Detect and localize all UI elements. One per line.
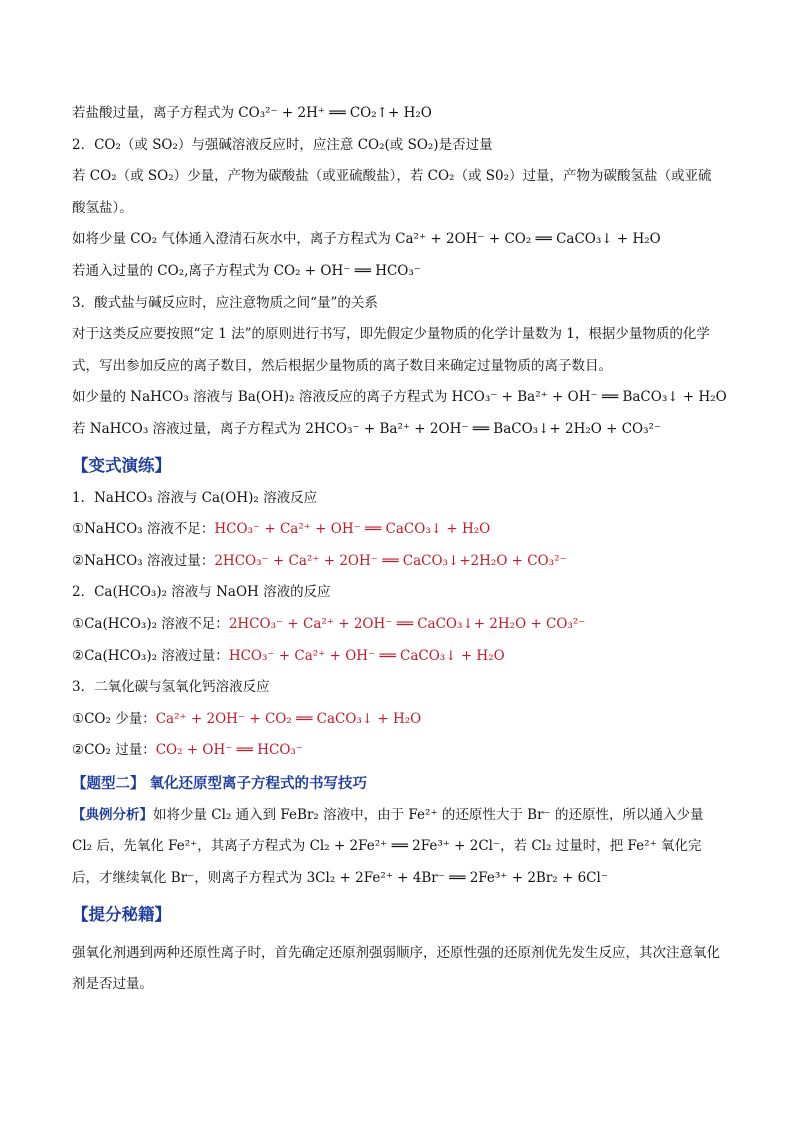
- text-line: 如少量的 NaHCO₃ 溶液与 Ba(OH)₂ 溶液反应的离子方程式为 HCO₃⁻ + Ba²⁺ + OH⁻ ══ BaCO₃↓ + H₂O: [72, 389, 727, 406]
- text-line: 3．酸式盐与碱反应时，应注意物质之间“量”的关系: [72, 294, 378, 311]
- exercise-item: [72, 514, 724, 546]
- text-line: 若 NaHCO₃ 溶液过量，离子方程式为 2HCO₃⁻ + Ba²⁺ + 2OH⁻ ══ BaCO₃↓+ 2H₂O + CO₃²⁻: [72, 420, 662, 437]
- text-line: 若盐酸过量，离子方程式为 CO₃²⁻ + 2H⁺ ══ CO₂↑+ H₂O: [72, 105, 432, 121]
- text-line: 2．CO₂（或 SO₂）与强碱溶液反应时，应注意 CO₂(或 SO₂)是否过量: [72, 136, 493, 153]
- exercise-label: ②Ca(HCO₃)₂ 溶液过量：: [72, 647, 229, 664]
- page-content: [72, 98, 727, 1001]
- exercise-question: 1．NaHCO₃ 溶液与 Ca(OH)₂ 溶液反应: [72, 489, 318, 506]
- exercise-label: ①NaHCO₃ 溶液不足：: [72, 521, 215, 538]
- type-tag: 【题型二】: [72, 774, 145, 792]
- exercise-answer: 2HCO₃⁻ + Ca²⁺ + 2OH⁻ ══ CaCO₃↓+2H₂O + CO₃²⁻: [214, 552, 567, 569]
- type-heading: [72, 767, 724, 800]
- section-heading-tifen: 【提分秘籍】: [72, 904, 171, 924]
- exercise-question: 3．二氧化碳与氢氧化钙溶液反应: [72, 679, 270, 696]
- exercise-answer: HCO₃⁻ + Ca²⁺ + OH⁻ ══ CaCO₃↓ + H₂O: [228, 647, 505, 664]
- analysis-tag: 【典例分析】: [72, 806, 153, 823]
- type-title: 氧化还原型离子方程式的书写技巧: [149, 774, 368, 792]
- exercise-item: [72, 609, 724, 641]
- analysis-text: 如将少量 Cl₂ 通入到 FeBr₂ 溶液中，由于 Fe²⁺ 的还原性大于 Br⁻ 的还原性，所以通入少量 Cl₂ 后，先氧化 Fe²⁺，其离子方程式为 Cl₂ + 2Fe²⁺ ══ 2Fe³⁺ + 2Cl⁻，若 Cl₂ 过量时，把 Fe²⁺ 氧化完后，才继续氧化 Br⁻，则离子方程式为 3Cl₂ + 2Fe²⁺ + 4Br⁻ ══ 2Fe³⁺ + 2Br₂ + 6Cl⁻: [72, 806, 704, 887]
- text-line: 如将少量 CO₂ 气体通入澄清石灰水中，离子方程式为 Ca²⁺ + 2OH⁻ + CO₂ ══ CaCO₃↓ + H₂O: [72, 231, 661, 248]
- exercise-label: ②CO₂ 过量：: [72, 742, 156, 759]
- section-heading-bianshi: 【变式演练】: [72, 455, 171, 475]
- exercise-label: ①Ca(HCO₃)₂ 溶液不足：: [72, 615, 229, 632]
- exercise-answer: CO₂ + OH⁻ ══ HCO₃⁻: [155, 742, 303, 759]
- text-paragraph: 若 CO₂（或 SO₂）少量，产物为碳酸盐（或亚硫酸盐），若 CO₂（或 S0₂）过量，产物为碳酸氢盐（或亚硫酸氢盐）。: [72, 168, 712, 216]
- exercise-answer: 2HCO₃⁻ + Ca²⁺ + 2OH⁻ ══ CaCO₃↓+ 2H₂O + CO₃²⁻: [228, 615, 586, 632]
- exercise-item: [72, 735, 724, 767]
- exercise-label: ①CO₂ 少量：: [72, 710, 156, 727]
- analysis-paragraph: [72, 800, 724, 895]
- exercise-item: [72, 546, 724, 578]
- text-paragraph: 对于这类反应要按照“定 1 法”的原则进行书写，即先假定少量物质的化学计量数为 1，根据少量物质的化学式，写出参加反应的离子数目，然后根据少量物质的离子数目来确定过量物质的离子数目。: [72, 326, 710, 374]
- exercise-answer: HCO₃⁻ + Ca²⁺ + OH⁻ ══ CaCO₃↓ + H₂O: [214, 521, 491, 538]
- exercise-label: ②NaHCO₃ 溶液过量：: [72, 552, 215, 569]
- tip-paragraph: 强氧化剂遇到两种还原性离子时，首先确定还原剂强弱顺序，还原性强的还原剂优先发生反应，其次注意氧化剂是否过量。: [72, 944, 720, 993]
- exercise-item: [72, 641, 724, 673]
- text-line: 若通入过量的 CO₂,离子方程式为 CO₂ + OH⁻ ══ HCO₃⁻: [72, 262, 421, 279]
- exercise-item: [72, 704, 724, 736]
- exercise-answer: Ca²⁺ + 2OH⁻ + CO₂ ══ CaCO₃↓ + H₂O: [155, 710, 422, 727]
- exercise-question: 2．Ca(HCO₃)₂ 溶液与 NaOH 溶液的反应: [72, 584, 331, 601]
